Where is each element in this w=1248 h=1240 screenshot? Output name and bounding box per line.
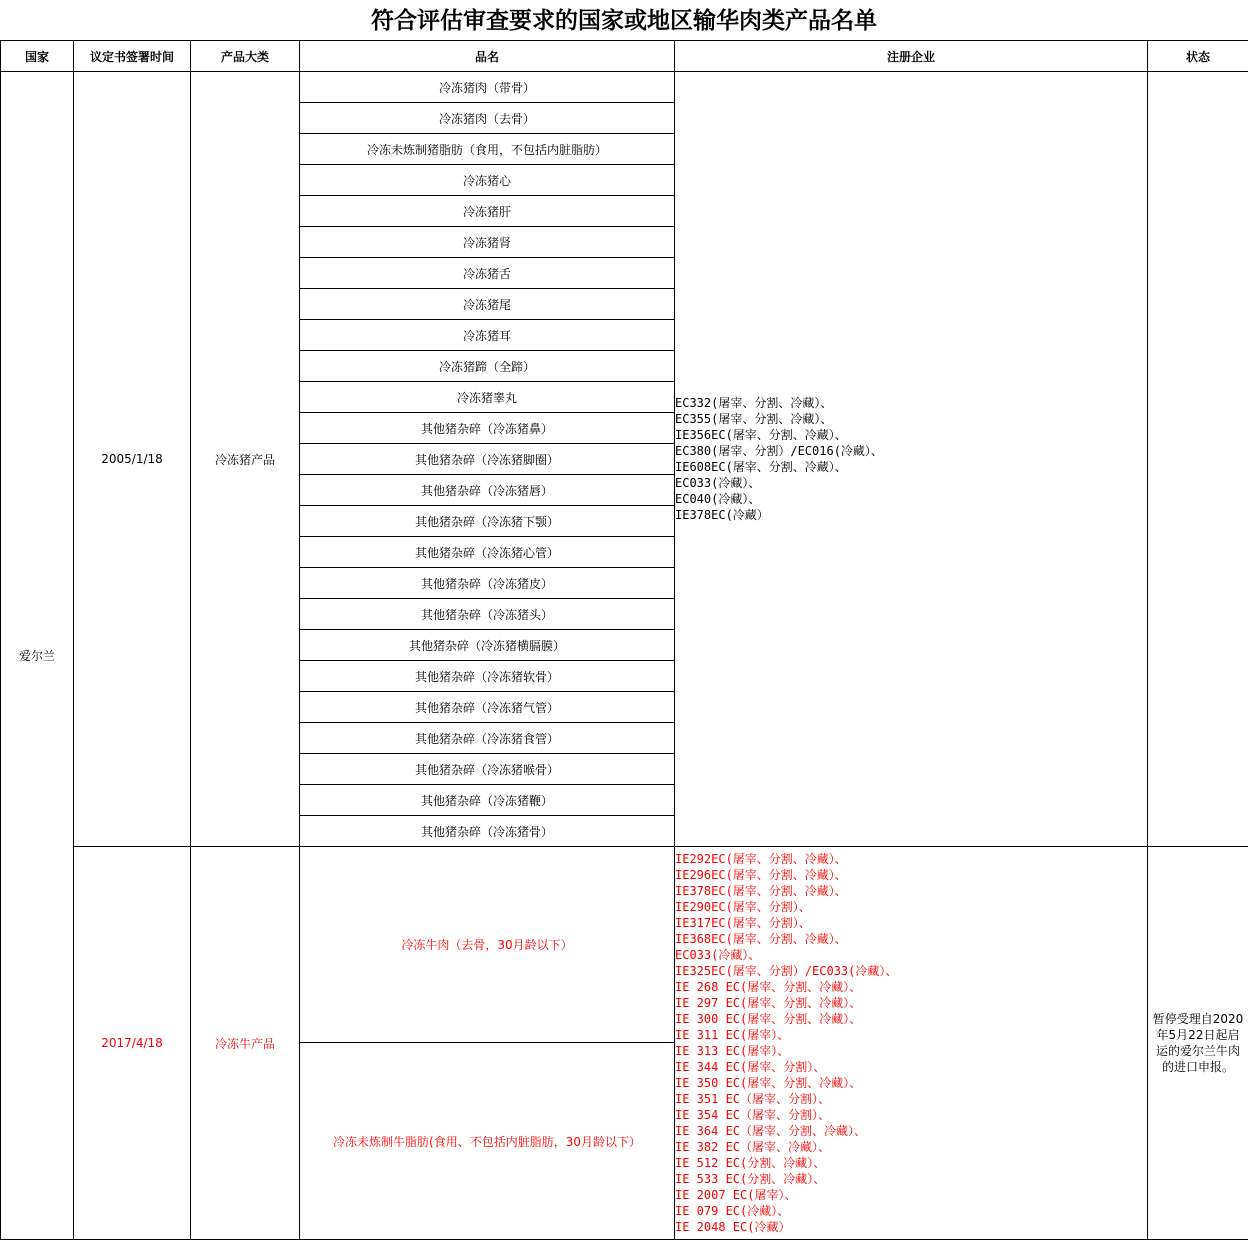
beef-product-cell: 冷冻牛肉（去骨，30月龄以下） xyxy=(300,847,675,1043)
pork-status-cell xyxy=(1148,72,1248,847)
enterprise-line: IE 350 EC(屠宰、分割、冷藏）、 xyxy=(675,1076,862,1090)
product-cell: 其他猪杂碎（冷冻猪横膈膜） xyxy=(300,630,675,661)
header-category: 产品大类 xyxy=(191,41,300,72)
enterprise-line: IE368EC(屠宰、分割、冷藏）、 xyxy=(675,932,847,946)
product-cell: 冷冻猪耳 xyxy=(300,320,675,351)
product-cell: 冷冻猪心 xyxy=(300,165,675,196)
beef-enterprise-cell xyxy=(675,847,1148,1240)
product-cell: 冷冻未炼制猪脂肪（食用，不包括内脏脂肪） xyxy=(300,134,675,165)
enterprise-line: IE 364 EC（屠宰、分割、冷藏）、 xyxy=(675,1124,867,1138)
beef-date-cell: 2017/4/18 xyxy=(74,847,191,1240)
product-cell: 其他猪杂碎（冷冻猪鞭） xyxy=(300,785,675,816)
product-cell: 冷冻猪肝 xyxy=(300,196,675,227)
product-cell: 其他猪杂碎（冷冻猪下颚） xyxy=(300,506,675,537)
enterprise-line: IE 297 EC(屠宰、分割、冷藏）、 xyxy=(675,996,862,1010)
enterprise-line: IE608EC(屠宰、分割、冷藏）、 xyxy=(675,460,847,474)
header-country: 国家 xyxy=(1,41,74,72)
product-cell: 冷冻猪尾 xyxy=(300,289,675,320)
product-cell: 其他猪杂碎（冷冻猪食管） xyxy=(300,723,675,754)
product-cell: 其他猪杂碎（冷冻猪唇） xyxy=(300,475,675,506)
enterprise-line: EC355(屠宰、分割、冷藏）、 xyxy=(675,412,833,426)
beef-status-cell: 暂停受理自2020年5月22日起启运的爱尔兰牛肉的进口申报。 xyxy=(1148,847,1248,1240)
pork-category-cell: 冷冻猪产品 xyxy=(191,72,300,847)
table-row xyxy=(1,847,1248,1043)
product-cell: 其他猪杂碎（冷冻猪心管） xyxy=(300,537,675,568)
product-cell: 冷冻猪舌 xyxy=(300,258,675,289)
product-cell: 其他猪杂碎（冷冻猪喉骨） xyxy=(300,754,675,785)
enterprise-line: EC332(屠宰、分割、冷藏）、 xyxy=(675,396,833,410)
pork-enterprise-cell xyxy=(675,72,1148,847)
product-cell: 冷冻猪睾丸 xyxy=(300,382,675,413)
enterprise-line: IE 300 EC(屠宰、分割、冷藏）、 xyxy=(675,1012,862,1026)
enterprise-line: IE378EC(屠宰、分割、冷藏）、 xyxy=(675,884,847,898)
header-date: 议定书签署时间 xyxy=(74,41,191,72)
enterprise-line: IE 344 EC(屠宰、分割）、 xyxy=(675,1060,826,1074)
product-cell: 其他猪杂碎（冷冻猪鼻） xyxy=(300,413,675,444)
country-cell: 爱尔兰 xyxy=(1,72,74,1240)
enterprise-line: IE 512 EC(分割、冷藏）、 xyxy=(675,1156,826,1170)
pork-date-cell: 2005/1/18 xyxy=(74,72,191,847)
enterprise-line: EC033(冷藏）、 xyxy=(675,476,761,490)
product-table xyxy=(0,40,1248,1240)
enterprise-line: IE317EC(屠宰、分割）、 xyxy=(675,916,811,930)
enterprise-line: IE290EC(屠宰、分割）、 xyxy=(675,900,811,914)
product-cell: 其他猪杂碎（冷冻猪软骨） xyxy=(300,661,675,692)
enterprise-line: EC040(冷藏）、 xyxy=(675,492,761,506)
enterprise-line: IE292EC(屠宰、分割、冷藏）、 xyxy=(675,852,847,866)
header-row xyxy=(1,41,1248,72)
enterprise-line: IE 2007 EC(屠宰）、 xyxy=(675,1188,797,1202)
product-cell: 冷冻猪蹄（全蹄） xyxy=(300,351,675,382)
header-enterprise: 注册企业 xyxy=(675,41,1148,72)
enterprise-line: IE325EC(屠宰、分割）/EC033(冷藏）、 xyxy=(675,964,898,978)
enterprise-line: IE 079 EC(冷藏）、 xyxy=(675,1204,790,1218)
enterprise-line: IE 351 EC（屠宰、分割）、 xyxy=(675,1092,831,1106)
page-title: 符合评估审查要求的国家或地区输华肉类产品名单 xyxy=(371,8,877,34)
enterprise-line: EC380(屠宰、分割）/EC016(冷藏）、 xyxy=(675,444,883,458)
product-cell: 冷冻猪肉（去骨） xyxy=(300,103,675,134)
enterprise-line: IE356EC(屠宰、分割、冷藏）、 xyxy=(675,428,847,442)
enterprise-line: IE296EC(屠宰、分割、冷藏）、 xyxy=(675,868,847,882)
enterprise-line: EC033(冷藏）、 xyxy=(675,948,761,962)
beef-category-cell: 冷冻牛产品 xyxy=(191,847,300,1240)
enterprise-line: IE378EC(冷藏） xyxy=(675,508,769,522)
enterprise-line: IE 311 EC(屠宰）、 xyxy=(675,1028,790,1042)
product-cell: 其他猪杂碎（冷冻猪骨） xyxy=(300,816,675,847)
enterprise-line: IE 2048 EC(冷藏） xyxy=(675,1220,791,1234)
product-cell: 冷冻猪肉（带骨） xyxy=(300,72,675,103)
product-cell: 冷冻猪肾 xyxy=(300,227,675,258)
table-body xyxy=(1,72,1248,1240)
enterprise-line: IE 268 EC(屠宰、分割、冷藏）、 xyxy=(675,980,862,994)
product-cell: 其他猪杂碎（冷冻猪头） xyxy=(300,599,675,630)
enterprise-line: IE 313 EC(屠宰）、 xyxy=(675,1044,790,1058)
enterprise-line: IE 354 EC（屠宰、分割）、 xyxy=(675,1108,831,1122)
enterprise-line: IE 533 EC(分割、冷藏）、 xyxy=(675,1172,826,1186)
table-row xyxy=(1,72,1248,103)
product-cell: 其他猪杂碎（冷冻猪气管） xyxy=(300,692,675,723)
header-product: 品名 xyxy=(300,41,675,72)
product-cell: 其他猪杂碎（冷冻猪皮） xyxy=(300,568,675,599)
product-cell: 其他猪杂碎（冷冻猪脚圈） xyxy=(300,444,675,475)
enterprise-line: IE 382 EC（屠宰、冷藏）、 xyxy=(675,1140,831,1154)
header-status: 状态 xyxy=(1148,41,1248,72)
beef-product-cell: 冷冻未炼制牛脂肪(食用、不包括内脏脂肪，30月龄以下） xyxy=(300,1043,675,1240)
